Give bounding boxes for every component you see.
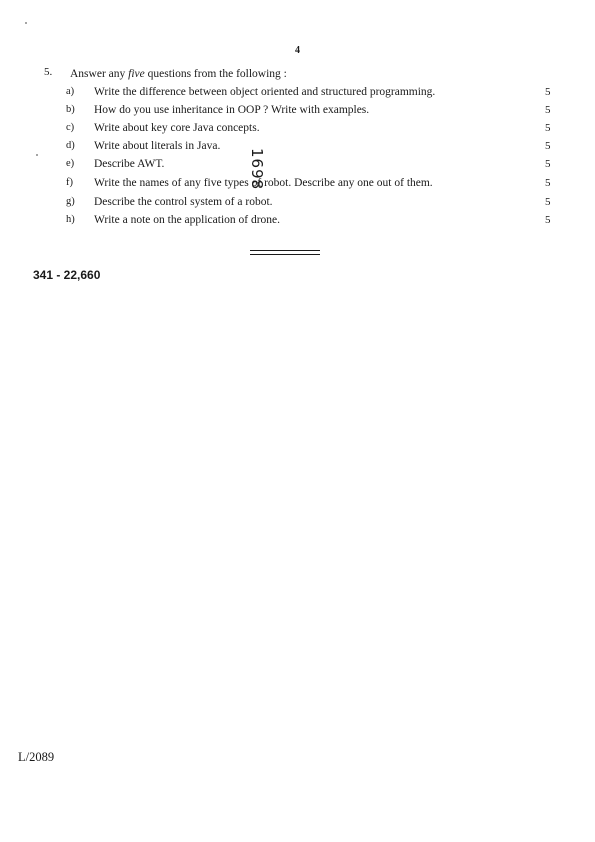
subquestion-marks: 5	[545, 140, 551, 152]
scan-speck	[25, 22, 27, 24]
question-number: 5.	[44, 66, 53, 78]
subquestion-marks: 5	[545, 196, 551, 208]
subquestion-letter: h)	[66, 214, 75, 225]
subquestion-text: Describe the control system of a robot.	[94, 196, 273, 208]
subquestion	[0, 158, 595, 174]
subquestion-text: Write about literals in Java.	[94, 140, 221, 152]
subquestion-letter: f)	[66, 177, 73, 188]
subquestion-text: Describe AWT.	[94, 158, 165, 170]
instruction-prefix: Answer any	[70, 68, 129, 80]
subquestion-text: Write the names of any five types of robot. Describe any one out of them.	[94, 177, 433, 189]
subquestion-letter: e)	[66, 158, 75, 169]
subquestion-text: How do you use inheritance in OOP ? Write with examples.	[94, 104, 370, 116]
subquestion-text: Write a note on the application of drone.	[94, 214, 281, 226]
subquestion	[0, 196, 595, 212]
end-of-questions-rule	[250, 250, 320, 255]
subquestion-letter: d)	[66, 140, 75, 151]
subquestion	[0, 122, 595, 138]
subquestion-marks: 5	[545, 86, 551, 98]
page-number: 4	[295, 45, 300, 56]
subquestion	[0, 177, 595, 193]
subquestion-letter: c)	[66, 122, 75, 133]
subquestion-marks: 5	[545, 104, 551, 116]
subquestion-marks: 5	[545, 177, 551, 189]
paper-code: L/2089	[18, 750, 55, 764]
subquestion-text: Write the difference between object oriented and structured programming.	[94, 86, 436, 98]
scan-speck	[36, 154, 38, 156]
subquestion-marks: 5	[545, 158, 551, 170]
subquestion-letter: a)	[66, 86, 75, 97]
subquestion-marks: 5	[545, 214, 551, 226]
code-and-copies: 341 - 22,660	[33, 268, 101, 282]
subquestion	[0, 214, 595, 230]
subquestion-letter: g)	[66, 196, 75, 207]
subquestion-marks: 5	[545, 122, 551, 134]
subquestion	[0, 86, 595, 102]
subquestion	[0, 104, 595, 120]
subquestion	[0, 140, 595, 156]
subquestion-text: Write about key core Java concepts.	[94, 122, 260, 134]
subquestion-letter: b)	[66, 104, 75, 115]
instruction-suffix: questions from the following :	[144, 68, 287, 80]
instruction-emphasis: five	[128, 68, 145, 80]
serial-number-stamp: 1698	[248, 148, 266, 191]
question-instruction	[70, 68, 287, 80]
